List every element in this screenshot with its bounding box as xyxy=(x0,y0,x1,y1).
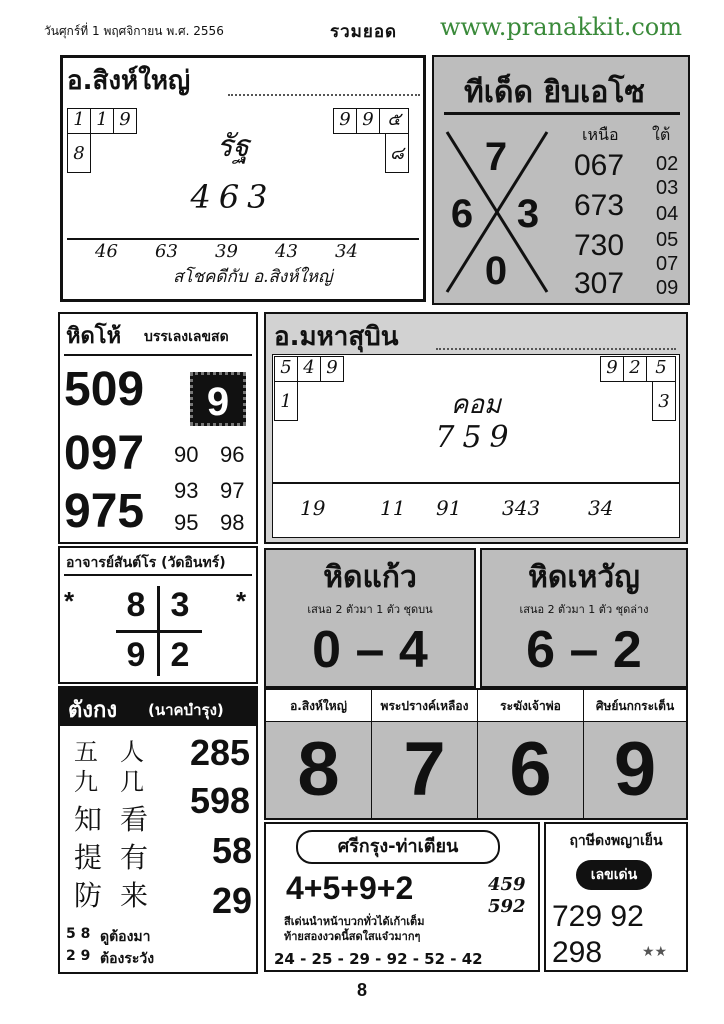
hit-ho-underline xyxy=(64,354,252,356)
ao-maha-bottom-1: 19 xyxy=(300,496,326,520)
ao-maha-bottom-3: 91 xyxy=(436,496,462,520)
header-website: www.pranakkit.com xyxy=(440,13,683,41)
tang-kong-ch-3a: 知 xyxy=(74,803,103,836)
ao-singyai-number: 463 xyxy=(190,178,276,216)
hit-ho-subtitle: บรรเลงเลขสด xyxy=(144,329,229,345)
hit-ho-pair-1b: 96 xyxy=(220,442,245,467)
ajarn-grid-4: 2 xyxy=(170,636,190,674)
yib-x-left: 6 xyxy=(450,192,474,236)
ao-singyai-divider xyxy=(67,238,419,240)
hit-ho-main-3: 975 xyxy=(64,485,145,538)
yib-upper-3: 730 xyxy=(574,229,625,262)
ao-maha-left-top-1: 5 xyxy=(274,356,298,382)
yib-ao-so-title: ทีเด็ด ยิบเอโซ xyxy=(464,75,645,110)
ao-maha-divider xyxy=(272,482,680,484)
hit-ho-pair-3b: 98 xyxy=(220,510,245,535)
sri-krung-formula: 4+5+9+2 xyxy=(286,870,414,906)
hit-ho-title: หิดโห้ xyxy=(66,324,122,349)
tang-kong-ch-1b: 人 xyxy=(120,738,144,766)
rusi-title: ฤาษีดงพญาเย็น xyxy=(569,833,663,849)
yib-lower-1: 02 xyxy=(656,153,679,175)
tang-kong-note-2-text: ต้องระวัง xyxy=(100,951,155,967)
ao-singyai-word: รัฐ xyxy=(216,129,250,164)
hit-ho-main-1: 509 xyxy=(64,363,145,416)
tang-kong-note-1-num: 5 8 xyxy=(66,926,91,942)
tang-kong-num-3: 58 xyxy=(212,830,253,871)
yib-lower-3: 04 xyxy=(656,203,679,225)
master-label-1: อ.สิงห์ใหญ่ xyxy=(266,690,372,722)
tang-kong-sub: (นาคบำรุง) xyxy=(148,701,224,719)
master-digit-1: 8 xyxy=(266,722,372,818)
ajarn-santo-star-right: * xyxy=(236,586,247,616)
rusi-value-1: 729 92 xyxy=(552,900,644,933)
master-label-3: ระฆังเจ้าพ่อ xyxy=(478,690,584,722)
ajarn-santo-underline xyxy=(64,574,252,576)
ao-maha-title: อ.มหาสุบิน xyxy=(274,322,399,352)
ao-singyai-right-top-2: 9 xyxy=(356,108,380,134)
ajarn-santo-panel xyxy=(58,546,258,684)
tang-kong-num-4: 29 xyxy=(212,880,253,921)
four-masters-panel xyxy=(264,688,688,820)
ao-singyai-bottom-1: 46 xyxy=(95,241,118,262)
master-digit-4: 9 xyxy=(584,722,686,818)
ao-singyai-right-top-1: 9 xyxy=(333,108,357,134)
tang-kong-ch-3b: 看 xyxy=(120,803,149,836)
tang-kong-ch-5b: 来 xyxy=(120,879,149,912)
ao-singyai-left-side: 8 xyxy=(67,133,91,173)
yib-lower-6: 09 xyxy=(656,277,679,299)
tang-kong-ch-5a: 防 xyxy=(74,879,103,912)
hit-hawan-panel xyxy=(480,548,688,688)
ao-maha-left-top-3: 9 xyxy=(320,356,344,382)
ajarn-santo-title: อาจารย์สันต์โร (วัดอินทร์) xyxy=(66,555,226,571)
ao-maha-panel xyxy=(264,312,688,544)
master-label-2: พระปรางค์เหลือง xyxy=(372,690,478,722)
ajarn-grid-1: 8 xyxy=(126,586,146,624)
ao-maha-right-top-3: 5 xyxy=(646,356,676,382)
ao-singyai-bottom-4: 43 xyxy=(275,241,298,262)
yib-x-right: 3 xyxy=(516,192,540,236)
rusi-value-2: 298 xyxy=(552,936,603,969)
ajarn-grid-3: 9 xyxy=(126,636,146,674)
sri-krung-series: 24 - 25 - 29 - 92 - 52 - 42 xyxy=(274,950,483,968)
tang-kong-num-2: 598 xyxy=(190,780,251,821)
hit-hawan-value: 6 – 2 xyxy=(526,621,642,679)
yib-lower-4: 05 xyxy=(656,229,679,251)
page-number: 8 xyxy=(356,980,367,1000)
hit-kaew-panel xyxy=(264,548,476,688)
sri-krung-title: ศรีกรุง-ท่าเตียน xyxy=(296,830,500,864)
rusi-stars-icon: ★★ xyxy=(642,944,668,960)
ajarn-santo-star-left: * xyxy=(64,586,75,616)
hit-ho-pair-2b: 97 xyxy=(220,478,245,503)
hit-kaew-value: 0 – 4 xyxy=(312,621,428,679)
ao-maha-right-top-2: 2 xyxy=(623,356,647,382)
ao-maha-decoration xyxy=(436,322,676,350)
master-label-4: ศิษย์นกกระเต็น xyxy=(584,690,686,722)
ao-maha-bottom-2: 11 xyxy=(380,496,406,520)
yib-col-upper: เหนือ xyxy=(582,125,619,144)
yib-upper-4: 307 xyxy=(574,267,625,300)
tang-kong-title: ตังกง xyxy=(68,698,118,723)
hit-ho-badge: 9 xyxy=(190,372,246,426)
sri-krung-note-1: สีเด่นนำหน้าบวกทั่วได้เก้าเต็ม xyxy=(284,915,425,928)
rusi-badge: เลขเด่น xyxy=(576,860,652,890)
hit-hawan-title: หิดเหวัญ xyxy=(528,560,640,595)
hit-ho-pair-3a: 95 xyxy=(174,510,199,535)
yib-col-lower: ใต้ xyxy=(652,125,671,144)
ao-maha-right-side: 3 xyxy=(652,381,676,421)
ao-singyai-signature: สโชคดีกับ อ.สิงห์ใหญ่ xyxy=(173,267,333,287)
ajarn-grid-2: 3 xyxy=(170,586,190,624)
ao-maha-right-top-1: 9 xyxy=(600,356,624,382)
hit-ho-main-2: 097 xyxy=(64,427,145,480)
tang-kong-ch-4b: 有 xyxy=(120,841,149,874)
hit-ho-pair-1a: 90 xyxy=(174,442,199,467)
ao-singyai-right-top-3: ๕ xyxy=(379,108,409,134)
hit-ho-pair-2a: 93 xyxy=(174,478,199,503)
yib-lower-2: 03 xyxy=(656,177,679,199)
sri-krung-note-2: ท้ายสองงวดนี้สดใสแจ๋วมากๆ xyxy=(284,930,421,943)
hit-ho-panel xyxy=(58,312,258,544)
yib-x-top: 7 xyxy=(484,135,508,179)
sri-krung-side-2: 592 xyxy=(488,896,526,917)
tang-kong-ch-2a: 九 xyxy=(74,768,98,796)
ao-singyai-right-side: ๘ xyxy=(385,133,409,173)
ao-singyai-panel xyxy=(60,55,426,302)
ao-maha-number: 759 xyxy=(435,420,517,455)
hit-kaew-title: หิดแก้ว xyxy=(323,560,417,595)
hit-kaew-sub: เสนอ 2 ตัวมา 1 ตัว ชุดบน xyxy=(307,603,433,616)
master-digit-2: 7 xyxy=(372,722,478,818)
ao-singyai-bottom-3: 39 xyxy=(215,241,238,262)
master-digit-3: 6 xyxy=(478,722,584,818)
ao-maha-bottom-5: 34 xyxy=(588,496,614,520)
tang-kong-note-1-text: ดูต้องมา xyxy=(100,929,151,945)
ao-singyai-left-top-2: 1 xyxy=(90,108,114,134)
yib-ao-so-panel xyxy=(432,55,690,305)
ao-singyai-left-top-3: 9 xyxy=(113,108,137,134)
ao-maha-left-top-2: 4 xyxy=(297,356,321,382)
header-date: วันศุกร์ที่ 1 พฤศจิกายน พ.ศ. 2556 xyxy=(44,24,224,38)
ao-singyai-bottom-5: 34 xyxy=(335,241,358,262)
ao-maha-word: คอม xyxy=(450,390,502,420)
tang-kong-panel xyxy=(58,686,258,974)
yib-upper-2: 673 xyxy=(574,189,625,222)
ao-singyai-bottom-2: 63 xyxy=(155,241,178,262)
yib-upper-1: 067 xyxy=(574,149,625,182)
tang-kong-ch-2b: 几 xyxy=(120,768,144,796)
yib-x-bottom: 0 xyxy=(484,249,508,293)
tang-kong-ch-4a: 提 xyxy=(74,841,103,874)
yib-ao-so-underline xyxy=(444,112,680,115)
ao-maha-bottom-4: 343 xyxy=(502,496,541,520)
ao-maha-left-side: 1 xyxy=(274,381,298,421)
tang-kong-note-2-num: 2 9 xyxy=(66,948,91,964)
ao-singyai-left-top-1: 1 xyxy=(67,108,91,134)
tang-kong-num-1: 285 xyxy=(190,732,251,773)
hit-hawan-sub: เสนอ 2 ตัวมา 1 ตัว ชุดล่าง xyxy=(519,603,649,616)
yib-lower-5: 07 xyxy=(656,253,679,275)
ao-singyai-title: อ.สิงห์ใหญ่ xyxy=(67,66,191,96)
sri-krung-side-1: 459 xyxy=(488,874,526,895)
rusi-panel xyxy=(544,822,688,972)
tang-kong-ch-1a: 五 xyxy=(74,738,98,766)
header-brand: รวมยอด xyxy=(330,22,398,42)
ao-singyai-decoration xyxy=(228,64,420,96)
ajarn-grid-hline xyxy=(116,630,202,633)
sri-krung-panel xyxy=(264,822,540,972)
